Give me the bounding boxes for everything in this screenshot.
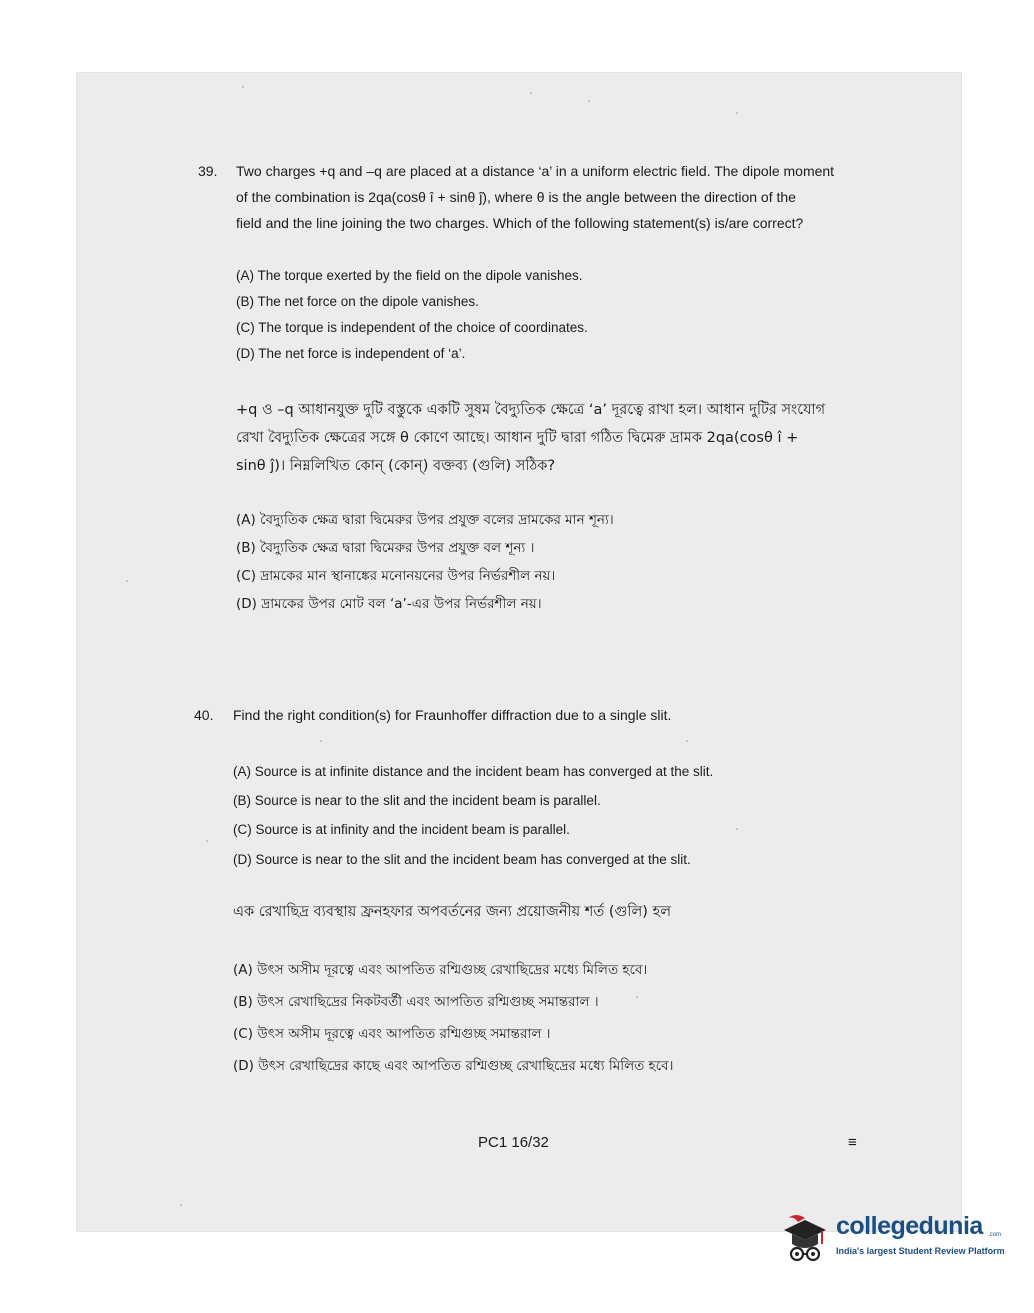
bengali-question-text [236,396,946,480]
bengali-option-b: (B) উৎস রেখাছিদ্রের নিকটবর্তী এবং আপতিত রশ্মিগুচ্ছ সমান্তরাল । [233,994,599,1010]
scan-speck [206,840,208,842]
bengali-line: +q ও –q আধানযুক্ত দুটি বস্তুকে একটি সুষম বৈদ্যুতিক ক্ষেত্রে ‘a’ দূরত্বে রাখা হল। আধান দুটির সংযোগ [236,402,826,418]
bengali-option-a: (A) উৎস অসীম দূরত্বে এবং আপতিত রশ্মিগুচ্ছ রেখাছিদ্রের মধ্যে মিলিত হবে। [233,962,648,978]
option-b: (B) Source is near to the slit and the incident beam is parallel. [233,793,601,808]
question-number: 40. [194,707,214,723]
bengali-option-b: (B) বৈদ্যুতিক ক্ষেত্র দ্বারা দ্বিমেরুর উপর প্রযুক্ত বল শূন্য । [236,540,535,556]
logo-wordmark: collegedunia [836,1212,983,1240]
scan-speck [242,86,244,88]
scan-speck [736,112,738,114]
scan-speck [686,740,688,742]
scan-speck [180,1204,182,1206]
question-line: Two charges +q and –q are placed at a distance ‘a’ in a uniform electric field. The dipole moment [236,163,835,179]
scan-speck [588,100,590,102]
page-mark: ≡ [848,1134,857,1151]
scan-speck [530,92,532,94]
option-a: (A) Source is at infinite distance and the incident beam has converged at the slit. [233,764,714,779]
scan-speck [320,740,322,742]
option-c: (C) Source is at infinity and the incident beam is parallel. [233,822,570,837]
bengali-option-d: (D) উৎস রেখাছিদ্রের কাছে এবং আপতিত রশ্মিগুচ্ছ রেখাছিদ্রের মধ্যে মিলিত হবে। [233,1058,674,1074]
question-line: field and the line joining the two charges. Which of the following statement(s) is/are correct? [236,215,804,231]
option-b: (B) The net force on the dipole vanishes. [236,294,479,309]
scan-speck [126,580,128,582]
question-text: Find the right condition(s) for Fraunhoffer diffraction due to a single slit. [233,707,672,723]
bengali-option-c: (C) দ্রামকের মান স্থানাঙ্কের মনোনয়নের উপর নির্ভরশীল নয়। [236,568,556,584]
bengali-line: sinθ ĵ)। নিম্নলিখিত কোন্ (কোন্) বক্তব্য (গুলি) সঠিক? [236,458,556,474]
collegedunia-logo [778,1210,1008,1270]
option-c: (C) The torque is independent of the choice of coordinates. [236,320,588,335]
graduate-cap-icon [778,1210,832,1264]
logo-tagline: India's largest Student Review Platform [836,1246,1005,1256]
option-d: (D) The net force is independent of ‘a’. [236,346,466,361]
document-page [76,72,962,1232]
question-line: of the combination is 2qa(cosθ î + sinθ ĵ), where θ is the angle between the direction of the [236,189,796,205]
question-number: 39. [198,163,218,179]
option-d: (D) Source is near to the slit and the incident beam has converged at the slit. [233,852,691,867]
scan-speck [736,828,738,830]
bengali-option-c: (C) উৎস অসীম দূরত্বে এবং আপতিত রশ্মিগুচ্ছ সমান্তরাল । [233,1026,551,1042]
page-number: PC1 16/32 [478,1134,549,1151]
bengali-option-d: (D) দ্রামকের উপর মোট বল ‘a’-এর উপর নির্ভরশীল নয়। [236,596,542,612]
bengali-question-text: এক রেখাছিদ্র ব্যবস্থায় ফ্রনহফার অপবর্তনের জন্য প্রয়োজনীয় শর্ত (গুলি) হল [233,904,671,920]
bengali-line: রেখা বৈদ্যুতিক ক্ষেত্রের সঙ্গে θ কোণে আছে। আধান দুটি দ্বারা গঠিত দ্বিমেরু দ্রামক 2qa(cosθ î + [236,430,799,446]
scan-speck [636,996,638,998]
bengali-option-a: (A) বৈদ্যুতিক ক্ষেত্র দ্বারা দ্বিমেরুর উপর প্রযুক্ত বলের দ্রামকের মান শূন্য। [236,512,614,528]
question-text [236,158,936,236]
logo-suffix: .com [988,1232,1002,1238]
option-a: (A) The torque exerted by the field on the dipole vanishes. [236,268,583,283]
